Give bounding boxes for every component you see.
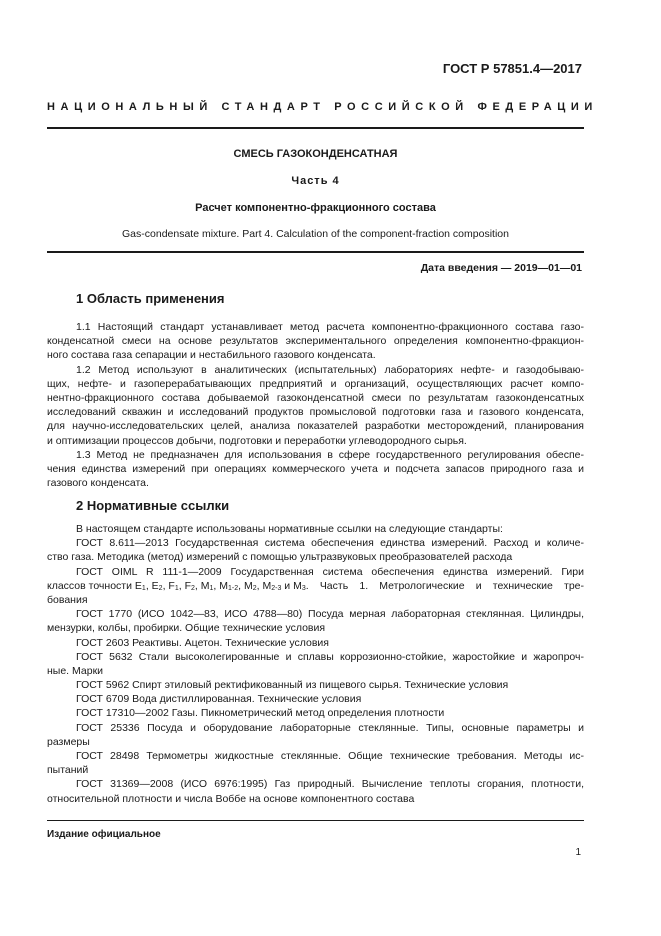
national-standard-title: НАЦИОНАЛЬНЫЙ СТАНДАРТ РОССИЙСКОЙ ФЕДЕРАЦИИ: [47, 101, 598, 113]
body-line: и оптимизации процессов добычи, подготовки и переработки углеводородного сырья.: [47, 434, 467, 447]
accuracy-class: M: [200, 579, 210, 592]
accuracy-class: M: [219, 579, 229, 592]
official-edition-label: Издание официальное: [47, 829, 161, 840]
accuracy-class-separator: и: [281, 579, 294, 592]
header-rule: [47, 127, 584, 129]
accuracy-class: M: [293, 579, 302, 592]
reference-line: ство газа. Методика (метод) измерений с помощью ультразвуковых преобразователей расхода: [47, 551, 513, 564]
body-line: для научно-исследовательских целей, анализа показателей разработки месторождений, планирования: [47, 420, 584, 433]
section-2-heading: 2 Нормативные ссылки: [76, 498, 230, 513]
reference-line: мензурки, колбы, пробирки. Общие технические условия: [47, 622, 326, 635]
title-rule: [47, 251, 584, 253]
body-line: 1.3 Метод не предназначен для использования в сфере государственного регулирования обеспе-: [76, 448, 584, 461]
accuracy-classes-tail: . Часть 1. Метрологические и технические тре-: [305, 579, 584, 592]
accuracy-class: E: [134, 579, 142, 592]
reference-line: ГОСТ 8.611—2013 Государственная система обеспечения единства измерений. Расход и количе-: [76, 537, 584, 550]
accuracy-class-index: 1-2: [228, 584, 239, 592]
accuracy-class-separator: ,: [162, 579, 169, 592]
body-line: газового конденсата.: [47, 477, 149, 490]
section-1-body: [47, 320, 584, 490]
reference-line: пытаний: [47, 764, 89, 777]
body-line: В настоящем стандарте использованы нормативные ссылки на следующие стандарты:: [76, 523, 503, 535]
body-line: 1.2 Метод используют в аналитических (испытательных) лабораториях нефте- и газодобываю-: [76, 363, 584, 376]
reference-line: бования: [47, 593, 88, 606]
accuracy-class-separator: ,: [194, 579, 201, 592]
part-title: Часть 4: [291, 175, 340, 187]
reference-line: ГОСТ 31369—2008 (ИСО 6976:1995) Газ природный. Вычисление теплоты сгорания, плотности,: [76, 778, 584, 791]
reference-line: ГОСТ OIML R 111-1—2009 Государственная система обеспечения единства измерений. Гири: [76, 565, 584, 578]
document-subtitle: Расчет компонентно-фракционного состава: [195, 202, 436, 214]
reference-line: ГОСТ 17310—2002 Газы. Пикнометрический метод определения плотности: [76, 707, 445, 720]
body-line: исследований скважин и исследований продуктов промысловой подготовки газа и газового конденсата,: [47, 406, 584, 419]
body-line: чения единства измерений при операциях коммерческого учета и подсчета запасов природного газа и: [47, 462, 584, 475]
accuracy-class: F: [168, 579, 175, 592]
accuracy-class-separator: ,: [145, 579, 152, 592]
english-title: Gas-condensate mixture. Part 4. Calculation of the component-fraction composition: [122, 228, 509, 240]
gost-code: ГОСТ Р 57851.4—2017: [442, 61, 582, 76]
reference-line: [47, 579, 584, 593]
accuracy-class-index: 1: [174, 584, 179, 592]
accuracy-class-index: 2-3: [271, 584, 282, 592]
page-number: 1: [575, 847, 581, 858]
accuracy-classes-label: классов точности: [47, 579, 132, 592]
reference-line: ГОСТ 1770 (ИСО 1042—83, ИСО 4788—80) Посуда мерная лабораторная стеклянная. Цилиндры,: [76, 608, 584, 621]
accuracy-class: M: [243, 579, 253, 592]
reference-line: ГОСТ 25336 Посуда и оборудование лабораторные стеклянные. Типы, основные параметры и: [76, 721, 584, 734]
body-line: ного состава газа сепарации и нестабильного газового конденсата.: [47, 349, 376, 362]
reference-line: ные. Марки: [47, 664, 104, 677]
accuracy-class-index: 2: [191, 584, 195, 592]
accuracy-class-separator: ,: [238, 579, 244, 592]
body-line: нентно-фракционного состава добываемой газоконденсатной смеси по результатам газоконденсатных: [47, 391, 584, 404]
accuracy-class-index: 1: [141, 584, 146, 592]
accuracy-class-separator: ,: [256, 579, 263, 592]
accuracy-class-index: 2: [158, 584, 163, 592]
section-2-body: [47, 522, 584, 806]
body-line: конденсатной смеси на основе результатов экспериментального определения компонентно-фракцион-: [47, 335, 584, 348]
accuracy-class: M: [262, 579, 272, 592]
reference-line: относительной плотности и числа Воббе на основе компонентного состава: [47, 792, 415, 805]
section-1-heading: 1 Область применения: [76, 291, 225, 306]
accuracy-class-separator: ,: [213, 579, 220, 592]
body-line: щих, нефте- и газоперерабатывающих предприятий и организаций, осуществляющих расчет компо-: [47, 377, 584, 390]
accuracy-class-separator: ,: [178, 579, 185, 592]
accuracy-classes-list: [135, 579, 306, 593]
reference-line: ГОСТ 6709 Вода дистиллированная. Технические условия: [76, 693, 362, 706]
introduction-date: Дата введения — 2019—01—01: [420, 262, 582, 274]
document-title: СМЕСЬ ГАЗОКОНДЕНСАТНАЯ: [233, 148, 398, 160]
reference-line: ГОСТ 28498 Термометры жидкостные стеклянные. Общие технические требования. Методы ис-: [76, 750, 584, 762]
reference-line: размеры: [47, 735, 90, 748]
body-line: 1.1 Настоящий стандарт устанавливает метод расчета компонентно-фракционного состава газо-: [76, 321, 584, 333]
reference-line: ГОСТ 5632 Стали высоколегированные и сплавы коррозионно-стойкие, жаростойкие и жаропроч-: [76, 650, 584, 663]
accuracy-class: E: [151, 579, 159, 592]
accuracy-class: F: [184, 579, 192, 592]
reference-line: ГОСТ 2603 Реактивы. Ацетон. Технические условия: [76, 636, 329, 649]
accuracy-class-index: 1: [209, 584, 214, 592]
accuracy-class-index: 3: [301, 584, 306, 592]
reference-line: ГОСТ 5962 Спирт этиловый ректификованный из пищевого сырья. Технические условия: [76, 679, 509, 692]
footer-rule: [47, 820, 584, 821]
accuracy-class-index: 2: [252, 584, 257, 592]
